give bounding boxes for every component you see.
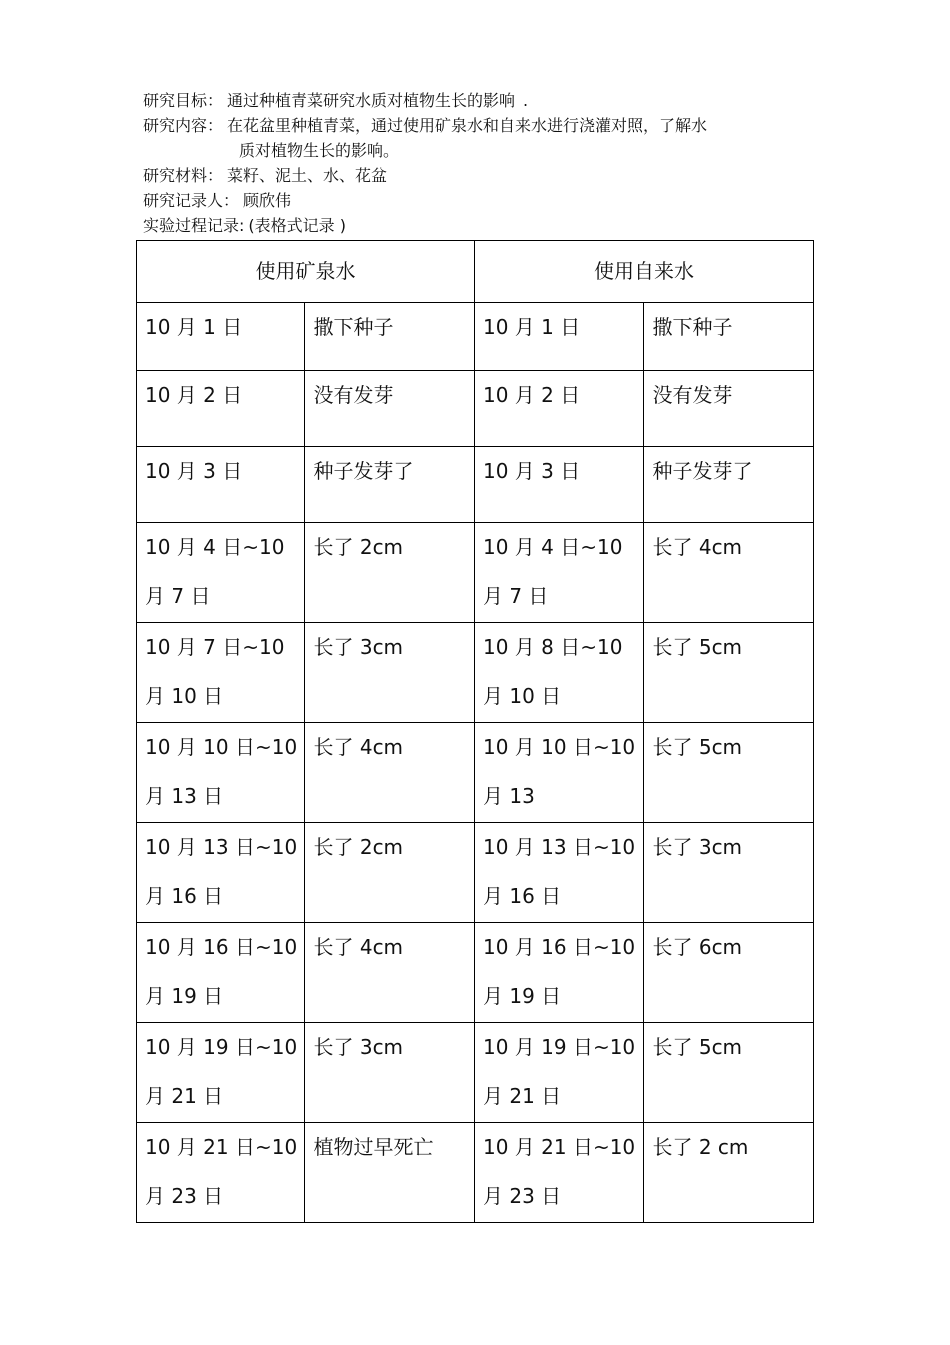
tap-date-cell: 10 月 19 日~10 月 21 日 — [474, 1023, 644, 1123]
content-continuation: 质对植物生长的影响。 — [239, 141, 400, 160]
tap-date-cell: 10 月 8 日~10 月 10 日 — [474, 623, 644, 723]
recorder-line — [143, 188, 707, 213]
tap-result-cell: 种子发芽了 — [644, 447, 814, 523]
header-tap-water: 使用自来水 — [474, 241, 813, 303]
tap-date-cell: 10 月 1 日 — [474, 303, 644, 371]
tap-result-cell: 长了 5cm — [644, 1023, 814, 1123]
materials-label: 研究材料： — [143, 166, 224, 185]
mineral-date-cell: 10 月 7 日~10 月 10 日 — [137, 623, 305, 723]
table-row — [137, 523, 814, 623]
experiment-record-table — [136, 240, 814, 1223]
content-line — [143, 113, 707, 138]
mineral-date-cell: 10 月 1 日 — [137, 303, 305, 371]
recorder-text: 顾欣伟 — [243, 191, 292, 210]
mineral-result-cell: 没有发芽 — [305, 371, 475, 447]
header-mineral-water: 使用矿泉水 — [137, 241, 475, 303]
tap-date-cell: 10 月 21 日~10 月 23 日 — [474, 1123, 644, 1223]
mineral-result-cell: 撒下种子 — [305, 303, 475, 371]
table-header-row — [137, 241, 814, 303]
process-text: (表格式记录 ) — [248, 216, 346, 235]
mineral-date-cell: 10 月 21 日~10 月 23 日 — [137, 1123, 305, 1223]
table-row — [137, 1023, 814, 1123]
table-row — [137, 371, 814, 447]
table-row — [137, 723, 814, 823]
tap-result-cell: 长了 5cm — [644, 723, 814, 823]
goal-label: 研究目标： — [143, 91, 224, 110]
tap-date-cell: 10 月 2 日 — [474, 371, 644, 447]
mineral-date-cell: 10 月 13 日~10 月 16 日 — [137, 823, 305, 923]
mineral-date-cell: 10 月 16 日~10 月 19 日 — [137, 923, 305, 1023]
table-row — [137, 623, 814, 723]
mineral-date-cell: 10 月 2 日 — [137, 371, 305, 447]
research-header — [143, 88, 707, 238]
content-text: 在花盆里种植青菜，通过使用矿泉水和自来水进行浇灌对照，了解水 — [227, 116, 708, 135]
table-row — [137, 823, 814, 923]
mineral-date-cell: 10 月 10 日~10 月 13 日 — [137, 723, 305, 823]
mineral-result-cell: 长了 3cm — [305, 623, 475, 723]
materials-line — [143, 163, 707, 188]
tap-result-cell: 长了 3cm — [644, 823, 814, 923]
goal-trail: . — [523, 91, 529, 110]
mineral-date-cell: 10 月 4 日~10 月 7 日 — [137, 523, 305, 623]
table-row — [137, 1123, 814, 1223]
content-label: 研究内容： — [143, 116, 224, 135]
tap-date-cell: 10 月 10 日~10 月 13 — [474, 723, 644, 823]
mineral-result-cell: 长了 2cm — [305, 523, 475, 623]
process-line — [143, 213, 707, 238]
tap-date-cell: 10 月 3 日 — [474, 447, 644, 523]
goal-line — [143, 88, 707, 113]
goal-text: 通过种植青菜研究水质对植物生长的影响 — [227, 91, 516, 110]
table-row — [137, 923, 814, 1023]
table-row — [137, 447, 814, 523]
mineral-date-cell: 10 月 3 日 — [137, 447, 305, 523]
recorder-label: 研究记录人： — [143, 191, 240, 210]
tap-result-cell: 撒下种子 — [644, 303, 814, 371]
mineral-result-cell: 长了 4cm — [305, 923, 475, 1023]
process-label: 实验过程记录: — [143, 216, 245, 235]
mineral-result-cell: 种子发芽了 — [305, 447, 475, 523]
tap-result-cell: 长了 4cm — [644, 523, 814, 623]
tap-result-cell: 长了 6cm — [644, 923, 814, 1023]
tap-result-cell: 没有发芽 — [644, 371, 814, 447]
mineral-result-cell: 植物过早死亡 — [305, 1123, 475, 1223]
tap-result-cell: 长了 2 cm — [644, 1123, 814, 1223]
mineral-result-cell: 长了 2cm — [305, 823, 475, 923]
tap-date-cell: 10 月 16 日~10 月 19 日 — [474, 923, 644, 1023]
table-row — [137, 303, 814, 371]
mineral-date-cell: 10 月 19 日~10 月 21 日 — [137, 1023, 305, 1123]
tap-date-cell: 10 月 13 日~10 月 16 日 — [474, 823, 644, 923]
tap-result-cell: 长了 5cm — [644, 623, 814, 723]
mineral-result-cell: 长了 3cm — [305, 1023, 475, 1123]
tap-date-cell: 10 月 4 日~10 月 7 日 — [474, 523, 644, 623]
materials-text: 菜籽、泥土、水、花盆 — [227, 166, 388, 185]
mineral-result-cell: 长了 4cm — [305, 723, 475, 823]
